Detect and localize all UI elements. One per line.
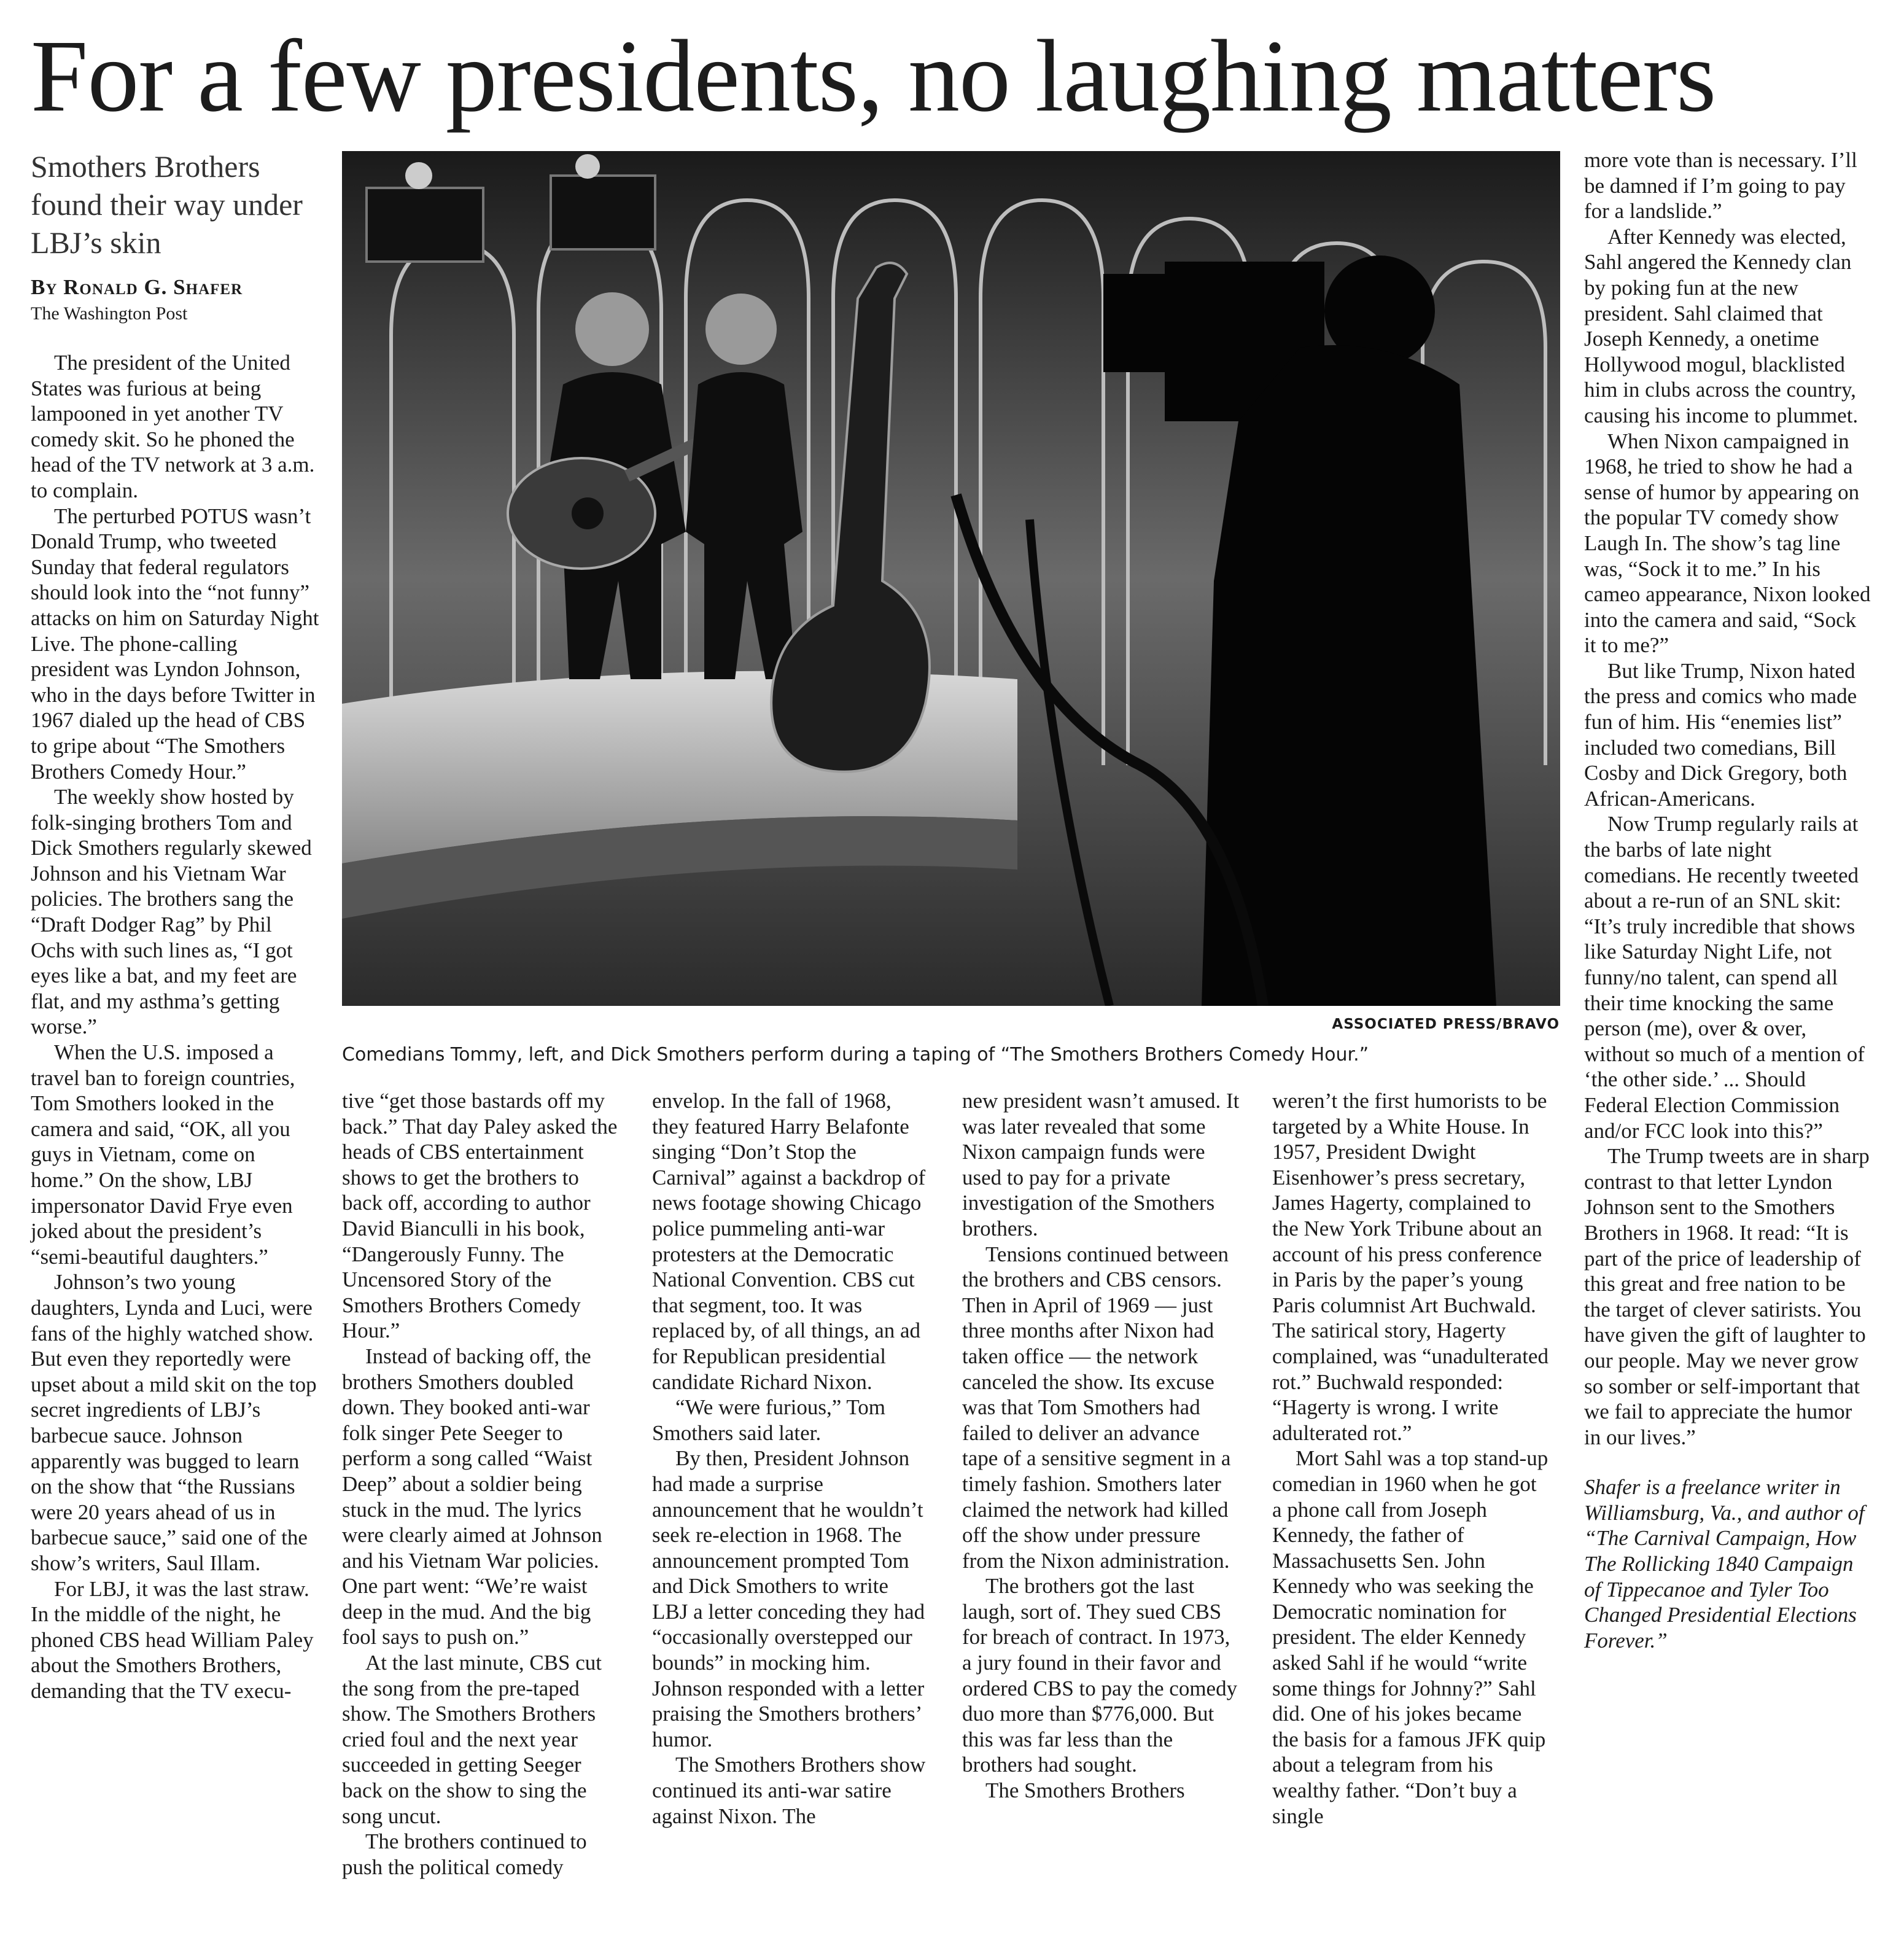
photo-credit: ASSOCIATED PRESS/BRAVO — [1332, 1016, 1560, 1032]
paragraph: At the last minute, CBS cut the song from the pre-taped show. The Smothers Brothers cried foul and the next year succeeded in getting Seeger back on the show to sing the song uncut. — [342, 1651, 602, 1828]
column-6 — [1584, 147, 1873, 1653]
paragraph: Mort Sahl was a top stand-up comedian in 1960 when he got a phone call from Joseph Kennedy, the father of Massachusetts Sen. John Kennedy who was seeking the Democratic nomination for president. The elder Kennedy asked Sahl if he would “write some things for Johnny?” Sahl did. One of his jokes became the basis for a famous JFK quip about a telegram from his wealthy father. “Don’t buy a single — [1272, 1446, 1548, 1828]
paragraph: new president wasn’t amused. It was later revealed that some Nixon campaign funds were used to pay for a private investigation of the Smothers brothers. — [962, 1089, 1240, 1240]
photo-smothers-brothers — [342, 151, 1560, 1006]
author-bio — [1584, 1474, 1873, 1653]
paragraph: When the U.S. imposed a travel ban to foreign countries, Tom Smothers looked in the camera and said, “OK, all you guys in Vietnam, come on home.” On the show, LBJ impersonator David Frye even joked about the president’s “semi-beautiful daughters.” — [31, 1040, 295, 1269]
paragraph: The brothers continued to push the political comedy — [342, 1829, 587, 1879]
photo-caption: Comedians Tommy, left, and Dick Smothers perform during a taping of “The Smothers Brothers Comedy Hour.” — [342, 1044, 1369, 1065]
paragraph: envelop. In the fall of 1968, they featured Harry Belafonte singing “Don’t Stop the Carnival” against a backdrop of news footage showing Chicago police pummeling anti-war protesters at the Democratic National Convention. CBS cut that segment, too. It was replaced by, of all things, an ad for Republican presidential candidate Richard Nixon. — [652, 1089, 926, 1394]
column-1 — [31, 350, 319, 1703]
paragraph: “We were furious,” Tom Smothers said later. — [652, 1395, 886, 1445]
paragraph: The brothers got the last laugh, sort of. They sued CBS for breach of contract. In 1973, a jury found in their favor and ordered CBS to pay the comedy duo more than $776,000. But this was far less than the brothers had sought. — [962, 1574, 1238, 1777]
headline: For a few presidents, no laughing matters — [31, 19, 1716, 133]
paragraph: But like Trump, Nixon hated the press and comics who made fun of him. His “enemies list” included two comedians, Bill Cosby and Dick Gregory, both African-Americans. — [1584, 658, 1857, 811]
paragraph: When Nixon campaigned in 1968, he tried to show he had a sense of humor by appearing on the popular TV comedy show Laugh In. The show’s tag line was, “Sock it to me.” In his cameo appearance, Nixon looked into the camera and said, “Sock it to me?” — [1584, 429, 1871, 658]
photo-illustration — [342, 151, 1560, 1006]
column-3 — [652, 1088, 930, 1829]
paragraph: After Kennedy was elected, Sahl angered the Kennedy clan by poking fun at the new president. Sahl claimed that Joseph Kennedy, a onetime Hollywood mogul, blacklisted him in clubs across the country, causing his income to plummet. — [1584, 224, 1859, 427]
byline: By Ronald G. Shafer — [31, 275, 243, 299]
author-bio-text: Shafer is a freelance writer in Williamsburg, Va., and author of “The Carnival Campaign, How The Rollicking 1840 Campaign of Tippecanoe and Tyler Too Changed Presidential Elections Forever.” — [1584, 1475, 1865, 1653]
paragraph: By then, President Johnson had made a surprise announcement that he wouldn’t seek re-election in 1968. The announcement prompted Tom and Dick Smothers to write LBJ a letter conceding they had “occasionally overstepped our bounds” in mocking him. Johnson responded with a letter praising the Smothers brothers’ humor. — [652, 1446, 925, 1751]
paragraph: The Trump tweets are in sharp contrast to that letter Lyndon Johnson sent to the Smothers Brothers in 1968. It read: “It is part of the price of leadership of this great and free nation to be the target of clever satirists. You have given the gift of laughter to our people. May we never grow so somber or self-important that we fail to appreciate the humor in our lives.” — [1584, 1144, 1870, 1449]
paragraph: The Smothers Brothers — [985, 1778, 1185, 1803]
paragraph: The weekly show hosted by folk-singing brothers Tom and Dick Smothers regularly skewed Johnson and his Vietnam War policies. The brothers sang the “Draft Dodger Rag” by Phil Ochs with such lines as, “I got eyes like a bat, and my feet are flat, and my asthma’s getting worse.” — [31, 785, 312, 1039]
paragraph: Instead of backing off, the brothers Smothers doubled down. They booked anti-war folk singer Pete Seeger to perform a song called “Waist Deep” about a soldier being stuck in the mud. The lyrics were clearly aimed at Johnson and his Vietnam War policies. One part went: “We’re waist deep in the mud. And the big fool says to push on.” — [342, 1344, 602, 1649]
paragraph: The Smothers Brothers show continued its anti-war satire against Nixon. The — [652, 1753, 926, 1828]
paragraph: Now Trump regularly rails at the barbs of late night comedians. He recently tweeted about a re-run of an SNL skit: “It’s truly incredible that shows like Saturday Night Life, not funny/no talent, can spend all their time knocking the same person (me), over & over, without so much of a mention of ‘the other side.’ ... Should Federal Election Commission and/or FCC look into this?” — [1584, 812, 1865, 1143]
column-5 — [1272, 1088, 1550, 1829]
paragraph: tive “get those bastards off my back.” That day Paley asked the heads of CBS entertainment shows to get the brothers to back off, according to author David Bianculli in his book, “Dangerously Funny. The Uncensored Story of the Smothers Brothers Comedy Hour.” — [342, 1089, 618, 1343]
paragraph: Tensions continued between the brothers and CBS censors. Then in April of 1969 — just three months after Nixon had taken office — the network canceled the show. Its excuse was that Tom Smothers had failed to deliver an advance tape of a sensitive segment in a timely fashion. Smothers later claimed the network had killed off the show under pressure from the Nixon administration. — [962, 1242, 1231, 1573]
deck: Smothers Brothers found their way under LBJ’s skin — [31, 149, 303, 260]
paragraph: The perturbed POTUS wasn’t Donald Trump, who tweeted Sunday that federal regulators should look into the “not funny” attacks on him on Saturday Night Live. The phone-calling president was Lyndon Johnson, who in the days before Twitter in 1967 dialed up the head of CBS to gripe about “The Smothers Brothers Comedy Hour.” — [31, 504, 319, 784]
byline-affiliation: The Washington Post — [31, 303, 188, 324]
column-2 — [342, 1088, 620, 1880]
paragraph: The president of the United States was furious at being lampooned in yet another TV comedy skit. So he phoned the head of the TV network at 3 a.m. to complain. — [31, 351, 315, 502]
paragraph: weren’t the first humorists to be targeted by a White House. In 1957, President Dwight Eisenhower’s press secretary, James Hagerty, complained to the New York Tribune about an account of his press conference in Paris by the paper’s young Paris columnist Art Buchwald. The satirical story, Hagerty complained, was “unadulterated rot.” Buchwald responded: “Hagerty is wrong. I write adulterated rot.” — [1272, 1089, 1548, 1445]
paragraph: For LBJ, it was the last straw. In the middle of the night, he phoned CBS head William Paley about the Smothers Brothers, demanding that the TV execu- — [31, 1576, 314, 1703]
column-4 — [962, 1088, 1240, 1804]
paragraph: Johnson’s two young daughters, Lynda and Luci, were fans of the highly watched show. But even they reportedly were upset about a mild skit on the top secret ingredients of LBJ’s barbecue sauce. Johnson apparently was bugged to learn on the show that “the Russians were 20 years ahead of us in barbecue sauce,” said one of the show’s writers, Saul Illam. — [31, 1270, 317, 1575]
paragraph: more vote than is necessary. I’ll be damned if I’m going to pay for a landslide.” — [1584, 148, 1857, 224]
